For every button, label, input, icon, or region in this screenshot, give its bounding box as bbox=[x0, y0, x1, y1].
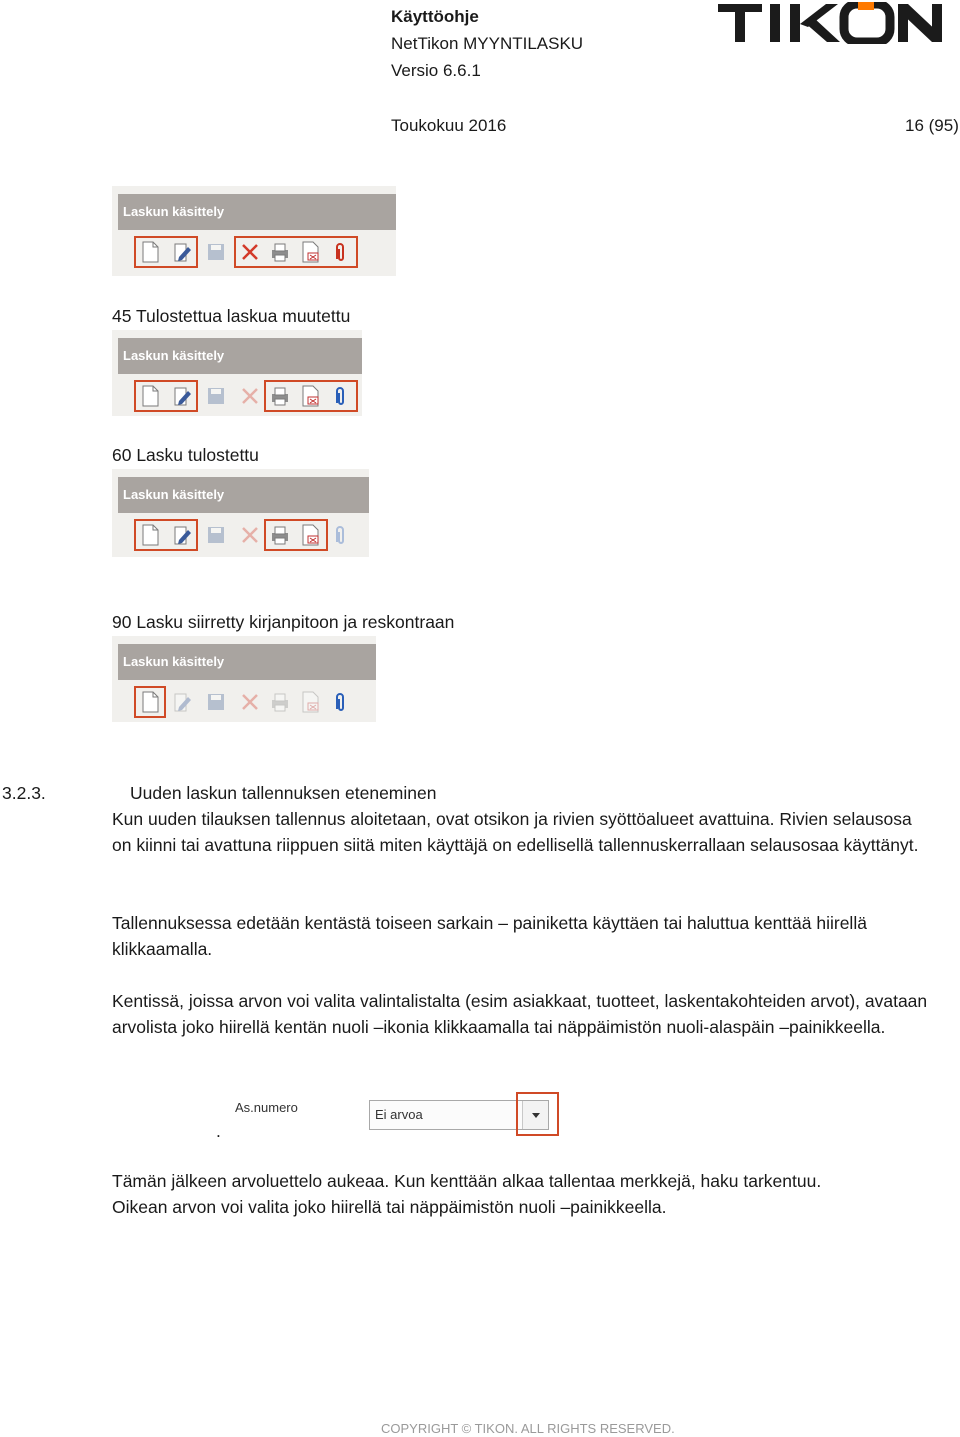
toolbar-snippet-90 bbox=[112, 636, 376, 722]
section-number: 3.2.3. bbox=[2, 783, 46, 803]
version-label: Versio 6.6.1 bbox=[391, 61, 481, 80]
credit-invoice-icon[interactable] bbox=[294, 686, 326, 718]
delete-icon[interactable] bbox=[234, 380, 266, 412]
select-value: Ei arvoa bbox=[375, 1107, 423, 1122]
product-name: NetTikon MYYNTILASKU bbox=[391, 34, 584, 53]
paragraph: Tallennuksessa edetään kentästä toiseen sarkain – painiketta käyttäen tai haluttua kenttää hiirellä klikkaamalla. bbox=[112, 913, 867, 959]
toolbar-snippet-45 bbox=[112, 330, 362, 416]
new-document-icon[interactable] bbox=[134, 236, 166, 268]
panel-title-bar: Laskun käsittely bbox=[118, 194, 396, 230]
date-label: Toukokuu 2016 bbox=[391, 116, 507, 135]
save-icon[interactable] bbox=[200, 236, 232, 268]
new-document-icon[interactable] bbox=[134, 519, 166, 551]
panel-title-bar: Laskun käsittely bbox=[118, 644, 376, 680]
paragraph: Oikean arvon voi valita joko hiirellä tai näppäimistön nuoli –painikkeella. bbox=[112, 1197, 667, 1217]
edit-icon[interactable] bbox=[166, 380, 198, 412]
save-icon[interactable] bbox=[200, 380, 232, 412]
credit-invoice-icon[interactable] bbox=[294, 519, 326, 551]
attachment-icon[interactable] bbox=[324, 380, 356, 412]
paragraph: Kentissä, joissa arvon voi valita valintalistalta (esim asiakkaat, tuotteet, laskentakohteiden arvot), avataan arvolista joko hiirellä kentän nuoli –ikonia klikkaamalla tai näppäimistön nuoli-alaspäin –painikkeella. bbox=[112, 991, 928, 1037]
edit-icon[interactable] bbox=[166, 236, 198, 268]
status-caption-45: 45 Tulostettua laskua muutettu bbox=[112, 306, 351, 326]
attachment-icon[interactable] bbox=[324, 686, 356, 718]
status-caption-90: 90 Lasku siirretty kirjanpitoon ja reskontraan bbox=[112, 612, 455, 632]
section-heading: Uuden laskun tallennuksen eteneminen bbox=[130, 783, 437, 803]
new-document-icon[interactable] bbox=[134, 686, 166, 718]
stray-dot: . bbox=[216, 1121, 221, 1141]
delete-icon[interactable] bbox=[234, 519, 266, 551]
dropdown-arrow-icon[interactable] bbox=[522, 1101, 548, 1129]
new-document-icon[interactable] bbox=[134, 380, 166, 412]
attachment-icon[interactable] bbox=[324, 519, 356, 551]
delete-icon[interactable] bbox=[234, 686, 266, 718]
credit-invoice-icon[interactable] bbox=[294, 380, 326, 412]
save-icon[interactable] bbox=[200, 519, 232, 551]
edit-icon[interactable] bbox=[166, 519, 198, 551]
print-icon[interactable] bbox=[264, 686, 296, 718]
copyright-footer: COPYRIGHT © TIKON. ALL RIGHTS RESERVED. bbox=[381, 1421, 675, 1436]
save-icon[interactable] bbox=[200, 686, 232, 718]
toolbar-snippet-1 bbox=[112, 186, 396, 276]
field-label: As.numero bbox=[235, 1100, 298, 1115]
edit-icon[interactable] bbox=[166, 686, 198, 718]
document-title: Käyttöohje bbox=[391, 7, 479, 26]
tikon-logo bbox=[718, 2, 942, 44]
delete-icon[interactable] bbox=[234, 236, 266, 268]
credit-invoice-icon[interactable] bbox=[294, 236, 326, 268]
print-icon[interactable] bbox=[264, 519, 296, 551]
status-caption-60: 60 Lasku tulostettu bbox=[112, 445, 259, 465]
print-icon[interactable] bbox=[264, 236, 296, 268]
panel-title-bar: Laskun käsittely bbox=[118, 338, 362, 374]
paragraph: Kun uuden tilauksen tallennus aloitetaan, ovat otsikon ja rivien syöttöalueet avattuina. Rivien selausosa on kiinni tai avattuna riippuen siitä miten käyttäjä on edellisellä tallennuskerrallaan selausosaa käyttänyt. bbox=[112, 809, 919, 855]
attachment-icon[interactable] bbox=[324, 236, 356, 268]
print-icon[interactable] bbox=[264, 380, 296, 412]
paragraph: Tämän jälkeen arvoluettelo aukeaa. Kun kenttään alkaa tallentaa merkkejä, haku tarkentuu. bbox=[112, 1171, 822, 1191]
panel-title-bar: Laskun käsittely bbox=[118, 477, 369, 513]
toolbar-snippet-60 bbox=[112, 469, 369, 557]
page-number: 16 (95) bbox=[905, 116, 959, 135]
